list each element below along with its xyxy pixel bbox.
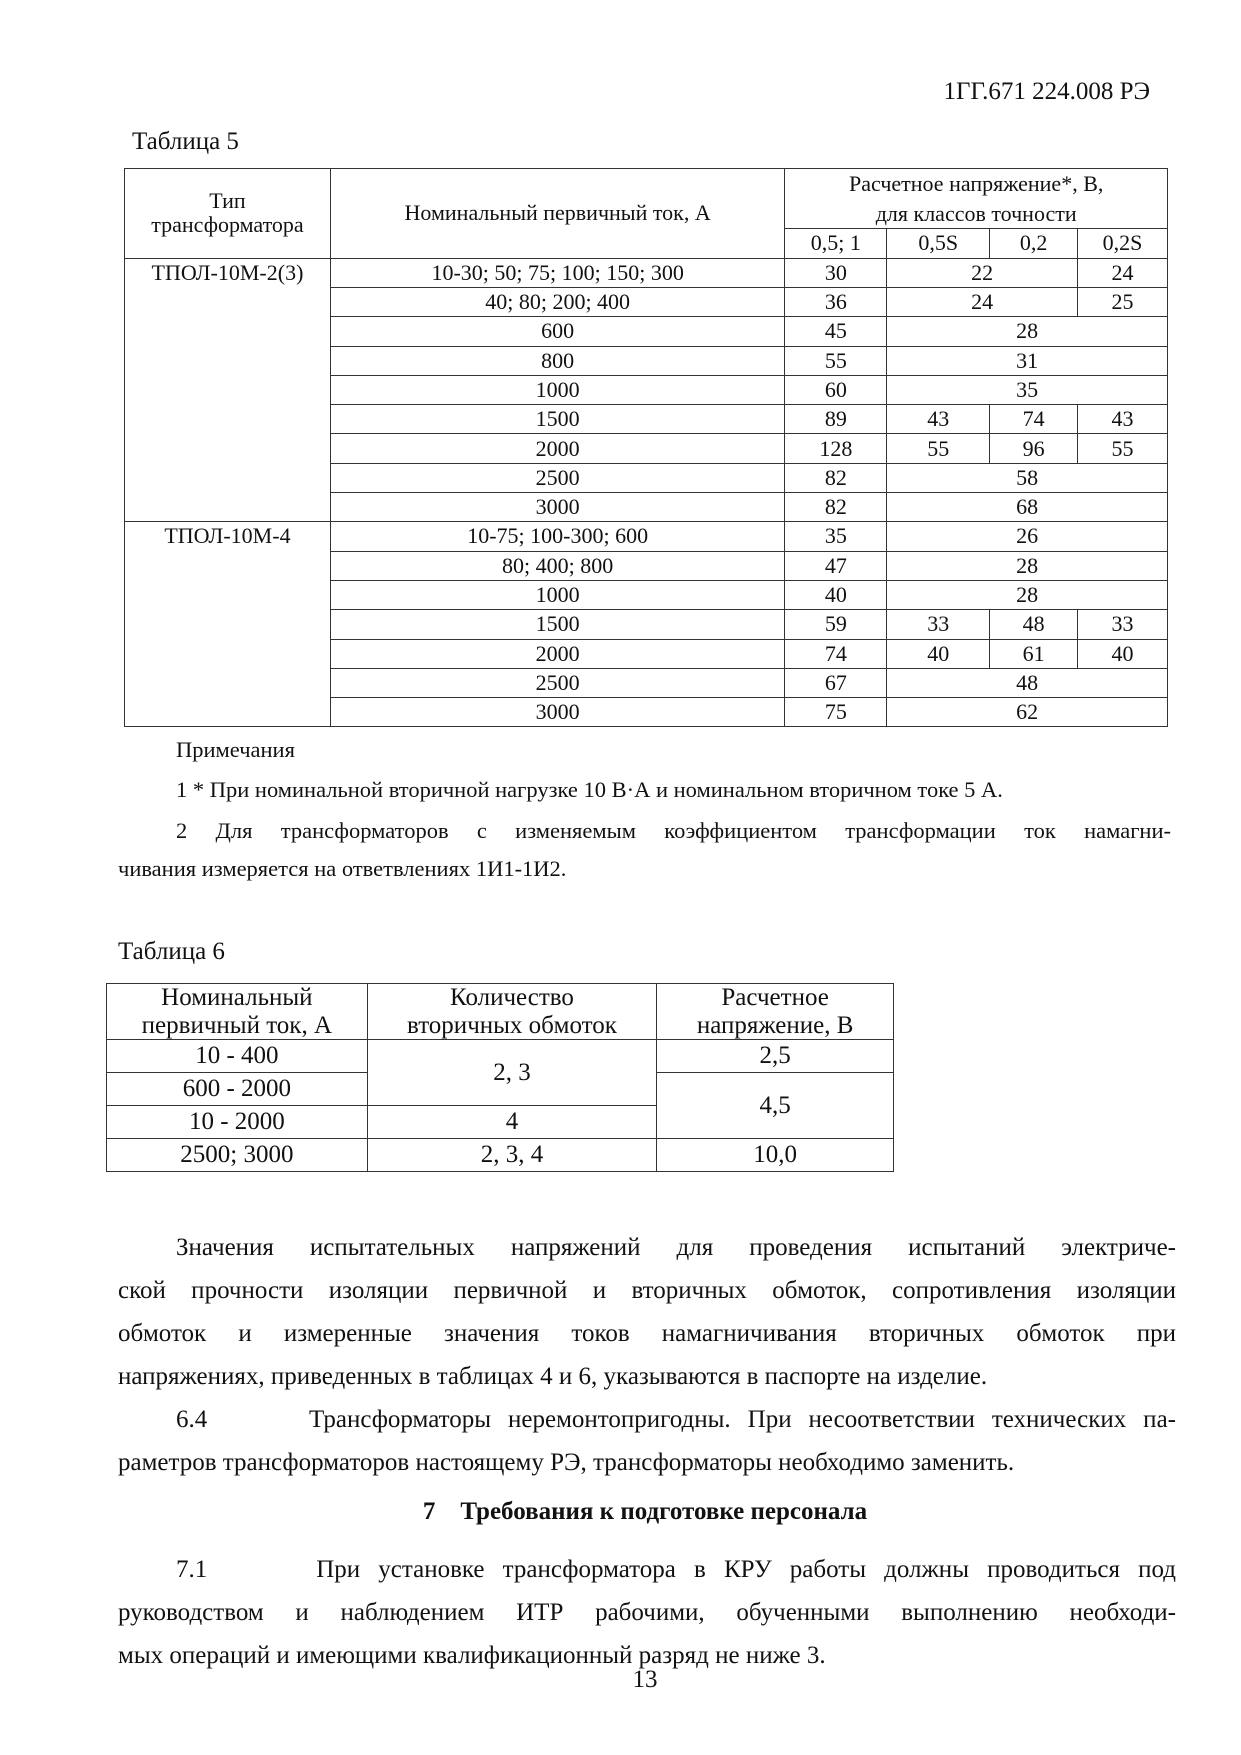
paragraph-personnel <box>118 1548 1176 1677</box>
cell-class-0-5-1: 36 <box>785 287 887 316</box>
header-type: Тип трансформатора <box>125 169 331 259</box>
header-text: Номинальный <box>161 984 313 1011</box>
cell-class-0-5S-0-2: 24 <box>887 287 1078 316</box>
cell-class-merged: 28 <box>887 317 1168 346</box>
text-line: напряжениях, приведенных в таблицах 4 и 6, указываются в паспорте на изделие. <box>118 1363 988 1390</box>
cell-class-0-2S: 25 <box>1078 287 1168 316</box>
cell-class-0-5-1: 82 <box>785 493 887 522</box>
cell-voltage: 2,5 <box>657 1040 894 1073</box>
table-row <box>125 522 1168 551</box>
cell-class-0-5-1: 55 <box>785 346 887 375</box>
cell-class-0-5-1: 30 <box>785 258 887 287</box>
table-row <box>125 258 1168 287</box>
header-text: Расчетное <box>721 984 829 1011</box>
header-voltage-line2: для классов точности <box>875 200 1077 226</box>
cell-class-0-2: 61 <box>990 639 1078 668</box>
text-line: 7.1 При установке трансформатора в КРУ работы должны проводиться под <box>176 1556 1176 1583</box>
cell-class-0-5-1: 89 <box>785 405 887 434</box>
cell-primary-current: 80; 400; 800 <box>330 551 784 580</box>
cell-voltage: 10,0 <box>657 1139 894 1172</box>
page-number: 13 <box>632 1666 658 1693</box>
cell-class-0-5-1: 40 <box>785 580 887 609</box>
cell-current: 2500; 3000 <box>107 1139 368 1172</box>
cell-class-0-5-1: 45 <box>785 317 887 346</box>
cell-class-merged: 48 <box>887 668 1168 697</box>
class-header: 0,5S <box>887 229 990 258</box>
header-text: вторичных обмоток <box>407 1011 617 1039</box>
text-line: Значения испытательных напряжений для проведения испытаний электриче- <box>176 1234 1176 1261</box>
cell-primary-current: 800 <box>330 346 784 375</box>
class-header: 0,5; 1 <box>785 229 887 258</box>
cell-current: 600 - 2000 <box>107 1073 368 1106</box>
cell-class-0-2S: 55 <box>1078 434 1168 463</box>
class-header: 0,2 <box>990 229 1078 258</box>
cell-primary-current: 600 <box>330 317 784 346</box>
header-text: Количество <box>450 984 574 1011</box>
table6-caption: Таблица 6 <box>118 938 225 965</box>
cell-class-0-5-1: 74 <box>785 639 887 668</box>
cell-primary-current: 1500 <box>330 610 784 639</box>
note-2-line1: 2 Для трансформаторов с изменяемым коэффициентом трансформации ток намагни- <box>176 818 1171 843</box>
cell-class-0-5-1: 67 <box>785 668 887 697</box>
document-code: 1ГГ.671 224.008 РЭ <box>943 78 1150 105</box>
header-current <box>107 984 368 1040</box>
cell-transformer-type: ТПОЛ-10М-2(3) <box>125 258 331 522</box>
paragraph-test-voltages <box>118 1226 1176 1484</box>
cell-class-0-5S: 55 <box>887 434 990 463</box>
cell-windings: 2, 3, 4 <box>367 1139 657 1172</box>
section-heading: 7 Требования к подготовке персонала <box>422 1498 868 1525</box>
text-line: 6.4 Трансформаторы неремонтопригодны. При несоответствии технических па- <box>176 1406 1176 1433</box>
cell-class-0-5-1: 82 <box>785 463 887 492</box>
header-voltage <box>657 984 894 1040</box>
cell-class-0-2: 48 <box>990 610 1078 639</box>
header-current: Номинальный первичный ток, А <box>330 169 784 259</box>
cell-primary-current: 2500 <box>330 668 784 697</box>
cell-class-merged: 35 <box>887 375 1168 404</box>
table-row <box>107 1139 894 1172</box>
cell-primary-current: 3000 <box>330 698 784 727</box>
cell-primary-current: 1500 <box>330 405 784 434</box>
header-windings <box>367 984 657 1040</box>
class-header: 0,2S <box>1078 229 1168 258</box>
cell-class-0-2S: 40 <box>1078 639 1168 668</box>
cell-windings: 2, 3 <box>367 1040 657 1106</box>
cell-primary-current: 3000 <box>330 493 784 522</box>
cell-class-0-2S: 43 <box>1078 405 1168 434</box>
cell-class-merged: 28 <box>887 551 1168 580</box>
cell-class-0-2: 96 <box>990 434 1078 463</box>
cell-voltage: 4,5 <box>657 1073 894 1139</box>
text-line: обмоток и измеренные значения токов намагничивания вторичных обмоток при <box>118 1320 1176 1347</box>
cell-current: 10 - 2000 <box>107 1106 368 1139</box>
text-line: ской прочности изоляции первичной и вторичных обмоток, сопротивления изоляции <box>118 1277 1176 1304</box>
cell-class-0-5-1: 60 <box>785 375 887 404</box>
text-line: раметров трансформаторов настоящему РЭ, трансформаторы необходимо заменить. <box>118 1449 1015 1476</box>
table-5 <box>124 168 1168 727</box>
cell-class-0-5S: 33 <box>887 610 990 639</box>
cell-class-0-5-1: 47 <box>785 551 887 580</box>
cell-windings: 4 <box>367 1106 657 1139</box>
cell-class-0-5-1: 35 <box>785 522 887 551</box>
cell-class-0-2S: 24 <box>1078 258 1168 287</box>
note-1: 1 * При номинальной вторичной нагрузке 10 В·А и номинальном вторичном токе 5 А. <box>176 777 1003 802</box>
table-6 <box>106 983 894 1172</box>
cell-class-0-2: 74 <box>990 405 1078 434</box>
header-voltage <box>785 169 1168 229</box>
cell-primary-current: 1000 <box>330 375 784 404</box>
text-line: мых операций и имеющими квалификационный разряд не ниже 3. <box>118 1642 826 1669</box>
notes-title: Примечания <box>176 737 295 762</box>
cell-class-merged: 31 <box>887 346 1168 375</box>
note-2-line2: чивания измеряется на ответвлениях 1И1-1И2. <box>118 856 567 881</box>
cell-primary-current: 2500 <box>330 463 784 492</box>
cell-class-merged: 58 <box>887 463 1168 492</box>
cell-primary-current: 2000 <box>330 639 784 668</box>
header-text: первичный ток, А <box>141 1011 333 1039</box>
cell-class-0-5-1: 75 <box>785 698 887 727</box>
cell-primary-current: 10-30; 50; 75; 100; 150; 300 <box>330 258 784 287</box>
cell-class-merged: 68 <box>887 493 1168 522</box>
cell-class-0-5S-0-2: 22 <box>887 258 1078 287</box>
cell-primary-current: 10-75; 100-300; 600 <box>330 522 784 551</box>
cell-current: 10 - 400 <box>107 1040 368 1073</box>
header-text: напряжение, В <box>696 1011 854 1039</box>
cell-class-merged: 62 <box>887 698 1168 727</box>
cell-transformer-type: ТПОЛ-10М-4 <box>125 522 331 727</box>
cell-primary-current: 40; 80; 200; 400 <box>330 287 784 316</box>
cell-class-0-5S: 43 <box>887 405 990 434</box>
cell-class-0-2S: 33 <box>1078 610 1168 639</box>
cell-class-merged: 26 <box>887 522 1168 551</box>
cell-class-0-5-1: 128 <box>785 434 887 463</box>
cell-primary-current: 2000 <box>330 434 784 463</box>
text-line: руководством и наблюдением ИТР рабочими, обученными выполнению необходи- <box>118 1599 1176 1626</box>
cell-primary-current: 1000 <box>330 580 784 609</box>
table5-caption: Таблица 5 <box>132 128 239 155</box>
cell-class-0-5-1: 59 <box>785 610 887 639</box>
table-row <box>107 1040 894 1073</box>
cell-class-0-5S: 40 <box>887 639 990 668</box>
cell-class-merged: 28 <box>887 580 1168 609</box>
header-voltage-line1: Расчетное напряжение*, В, <box>849 171 1104 196</box>
